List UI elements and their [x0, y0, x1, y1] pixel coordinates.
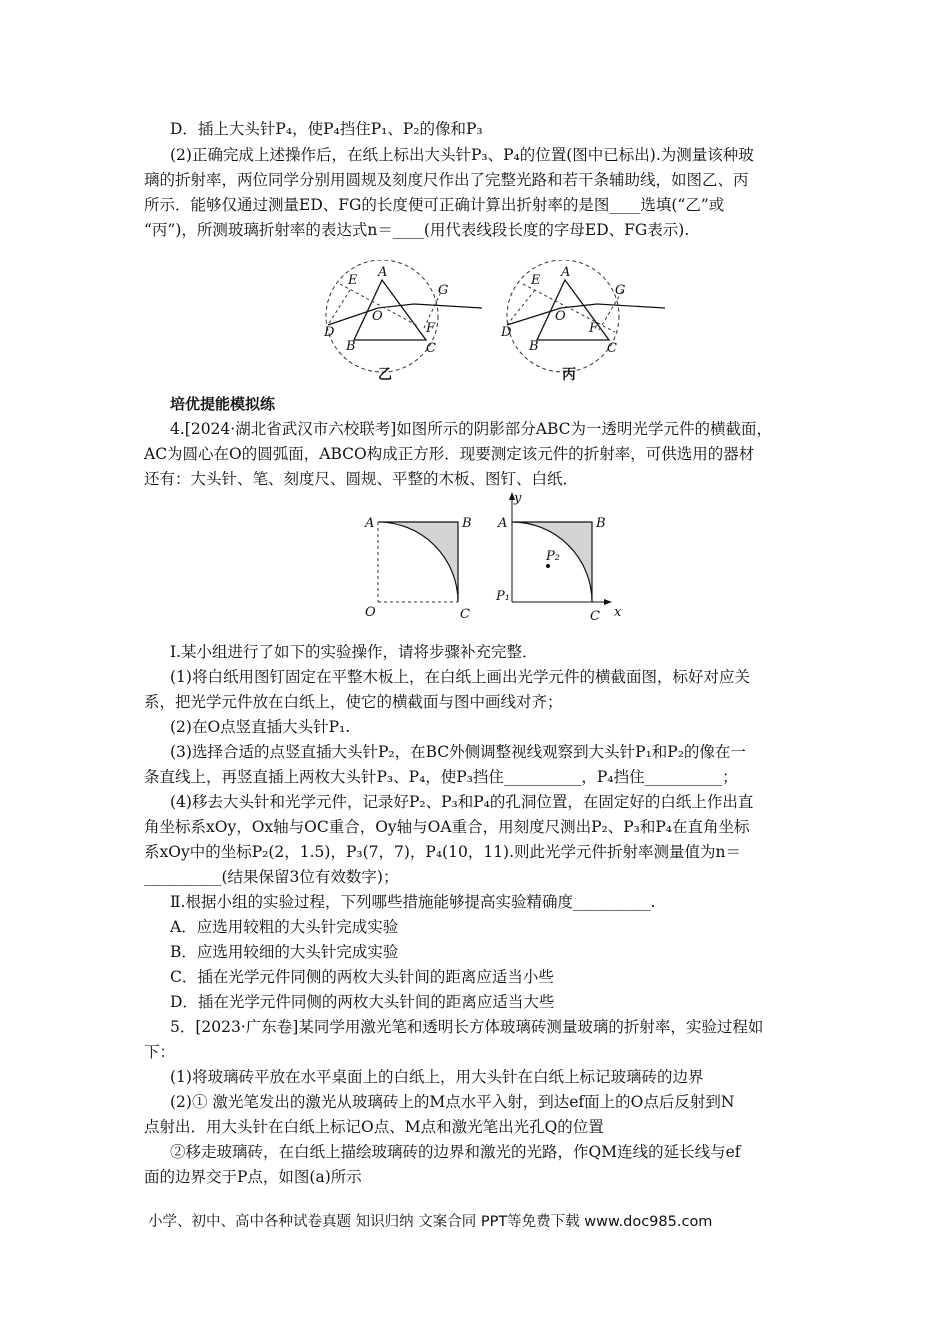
text-line: Ⅱ.根据小组的实验过程，下列哪些措施能够提高实验精确度__________.: [170, 893, 656, 911]
section-title: 培优提能模拟练: [170, 395, 276, 413]
text-line: 条直线上，再竖直插上两枚大头针P₃、P₄，使P₃挡住__________，P₄挡住__________；: [144, 768, 738, 786]
text-line: 璃的折射率，两位同学分别用圆规及刻度尺作出了完整光路和若干条辅助线，如图乙、丙: [144, 171, 749, 189]
label-c: C: [590, 609, 600, 624]
label-o: O: [365, 605, 376, 620]
text-line: ②移走玻璃砖，在白纸上描绘玻璃砖的边界和激光的光路，作QM连线的延长线与ef: [170, 1143, 741, 1161]
text-line: 4.[2024·湖北省武汉市六校联考]如图所示的阴影部分ABC为一透明光学元件的横截面，: [170, 420, 772, 438]
label-c: C: [460, 607, 470, 622]
label-f: F: [426, 321, 436, 336]
figure-square-left: [360, 510, 480, 630]
text-line: 5．[2023·广东卷]某同学用激光笔和透明长方体玻璃砖测量玻璃的折射率，实验过程如: [170, 1018, 764, 1036]
text-line: “丙”)，所测玻璃折射率的表达式n＝____(用代表线段长度的字母ED、FG表示).: [144, 221, 690, 239]
footer-banner: 小学、初中、高中各种试卷真题 知识归纳 文案合同 PPT等免费下载 www.doc985.com: [148, 1214, 713, 1230]
label-g: G: [615, 283, 626, 298]
label-e: E: [531, 273, 541, 288]
text-line: 下：: [144, 1043, 176, 1061]
text-line: D．插上大头针P₄，使P₄挡住P₁、P₂的像和P₃: [170, 120, 483, 138]
option-a: A．应选用较粗的大头针完成实验: [170, 918, 399, 936]
text-line: 还有：大头针、笔、刻度尺、圆规、平整的木板、图钉、白纸．: [144, 470, 579, 488]
label-a: A: [378, 265, 388, 280]
label-o: O: [372, 309, 383, 324]
text-line: 角坐标系xOy，Ox轴与OC重合，Oy轴与OA重合，用刻度尺测出P₂、P₃和P₄在直角坐标: [144, 818, 750, 836]
label-p1: P₁: [496, 589, 510, 604]
text-line: 系，把光学元件放在白纸上，使它的横截面与图中画线对齐；: [144, 693, 563, 711]
label-o: O: [555, 309, 566, 324]
option-d: D．插在光学元件同侧的两枚大头针间的距离应适当大些: [170, 993, 555, 1011]
text-line: 所示．能够仅通过测量ED、FG的长度便可正确计算出折射率的是图____选填(“乙”或: [144, 196, 725, 214]
text-line: (2)① 激光笔发出的激光从玻璃砖上的M点水平入射，到达ef面上的O点后反射到N: [170, 1093, 735, 1111]
text-line: AC为圆心在O的圆弧面，ABCO构成正方形．现要测定该元件的折射率，可供选用的器材: [144, 445, 755, 463]
text-line: (4)移去大头针和光学元件，记录好P₂、P₃和P₄的孔洞位置，在固定好的白纸上作出直: [170, 793, 754, 811]
label-x: x: [614, 605, 622, 620]
option-c: C．插在光学元件同侧的两枚大头针间的距离应适当小些: [170, 968, 554, 986]
text-line: (2)在O点竖直插大头针P₁.: [170, 718, 351, 736]
label-b: B: [346, 339, 356, 354]
label-d: D: [501, 325, 512, 340]
label-a: A: [365, 516, 375, 531]
text-line: (3)选择合适的点竖直插大头针P₂，在BC外侧调整视线观察到大头针P₁和P₂的像在一: [170, 743, 746, 761]
text-line: (1)将白纸用图钉固定在平整木板上，在白纸上画出光学元件的横截面图，标好对应关: [170, 668, 750, 686]
label-d: D: [324, 325, 335, 340]
label-f: F: [589, 321, 599, 336]
text-line: (2)正确完成上述操作后，在纸上标出大头针P₃、P₄的位置(图中已标出).为测量该种玻: [170, 146, 754, 164]
label-b: B: [462, 516, 472, 531]
label-a: A: [561, 265, 571, 280]
label-p2: P₂: [546, 549, 560, 564]
label-e: E: [348, 273, 358, 288]
label-g: G: [438, 283, 449, 298]
label-b: B: [596, 516, 606, 531]
text-line: 面的边界交于P点，如图(a)所示: [144, 1168, 362, 1186]
label-c: C: [607, 341, 617, 356]
caption-yi: 乙: [378, 367, 392, 383]
figure-bing: [495, 260, 675, 380]
text-line: (1)将玻璃砖平放在水平桌面上的白纸上，用大头针在白纸上标记玻璃砖的边界: [170, 1068, 704, 1086]
text-line: 系xOy中的坐标P₂(2，1.5)，P₃(7，7)，P₄(10，11).则此光学元件折射率测量值为n＝: [144, 843, 742, 861]
text-line: __________(结果保留3位有效数字)；: [144, 868, 399, 886]
label-c: C: [426, 341, 436, 356]
option-b: B．应选用较细的大头针完成实验: [170, 943, 399, 961]
figure-yi: [310, 260, 490, 380]
figure-square-axes: [490, 488, 630, 630]
text-line: 点射出．用大头针在白纸上标记O点、M点和激光笔出光孔Q的位置: [144, 1118, 604, 1136]
text-line: Ⅰ.某小组进行了如下的实验操作，请将步骤补充完整．: [170, 643, 538, 661]
label-y: y: [514, 491, 522, 506]
label-b: B: [529, 339, 539, 354]
label-a: A: [498, 516, 508, 531]
caption-bing: 丙: [562, 367, 576, 383]
